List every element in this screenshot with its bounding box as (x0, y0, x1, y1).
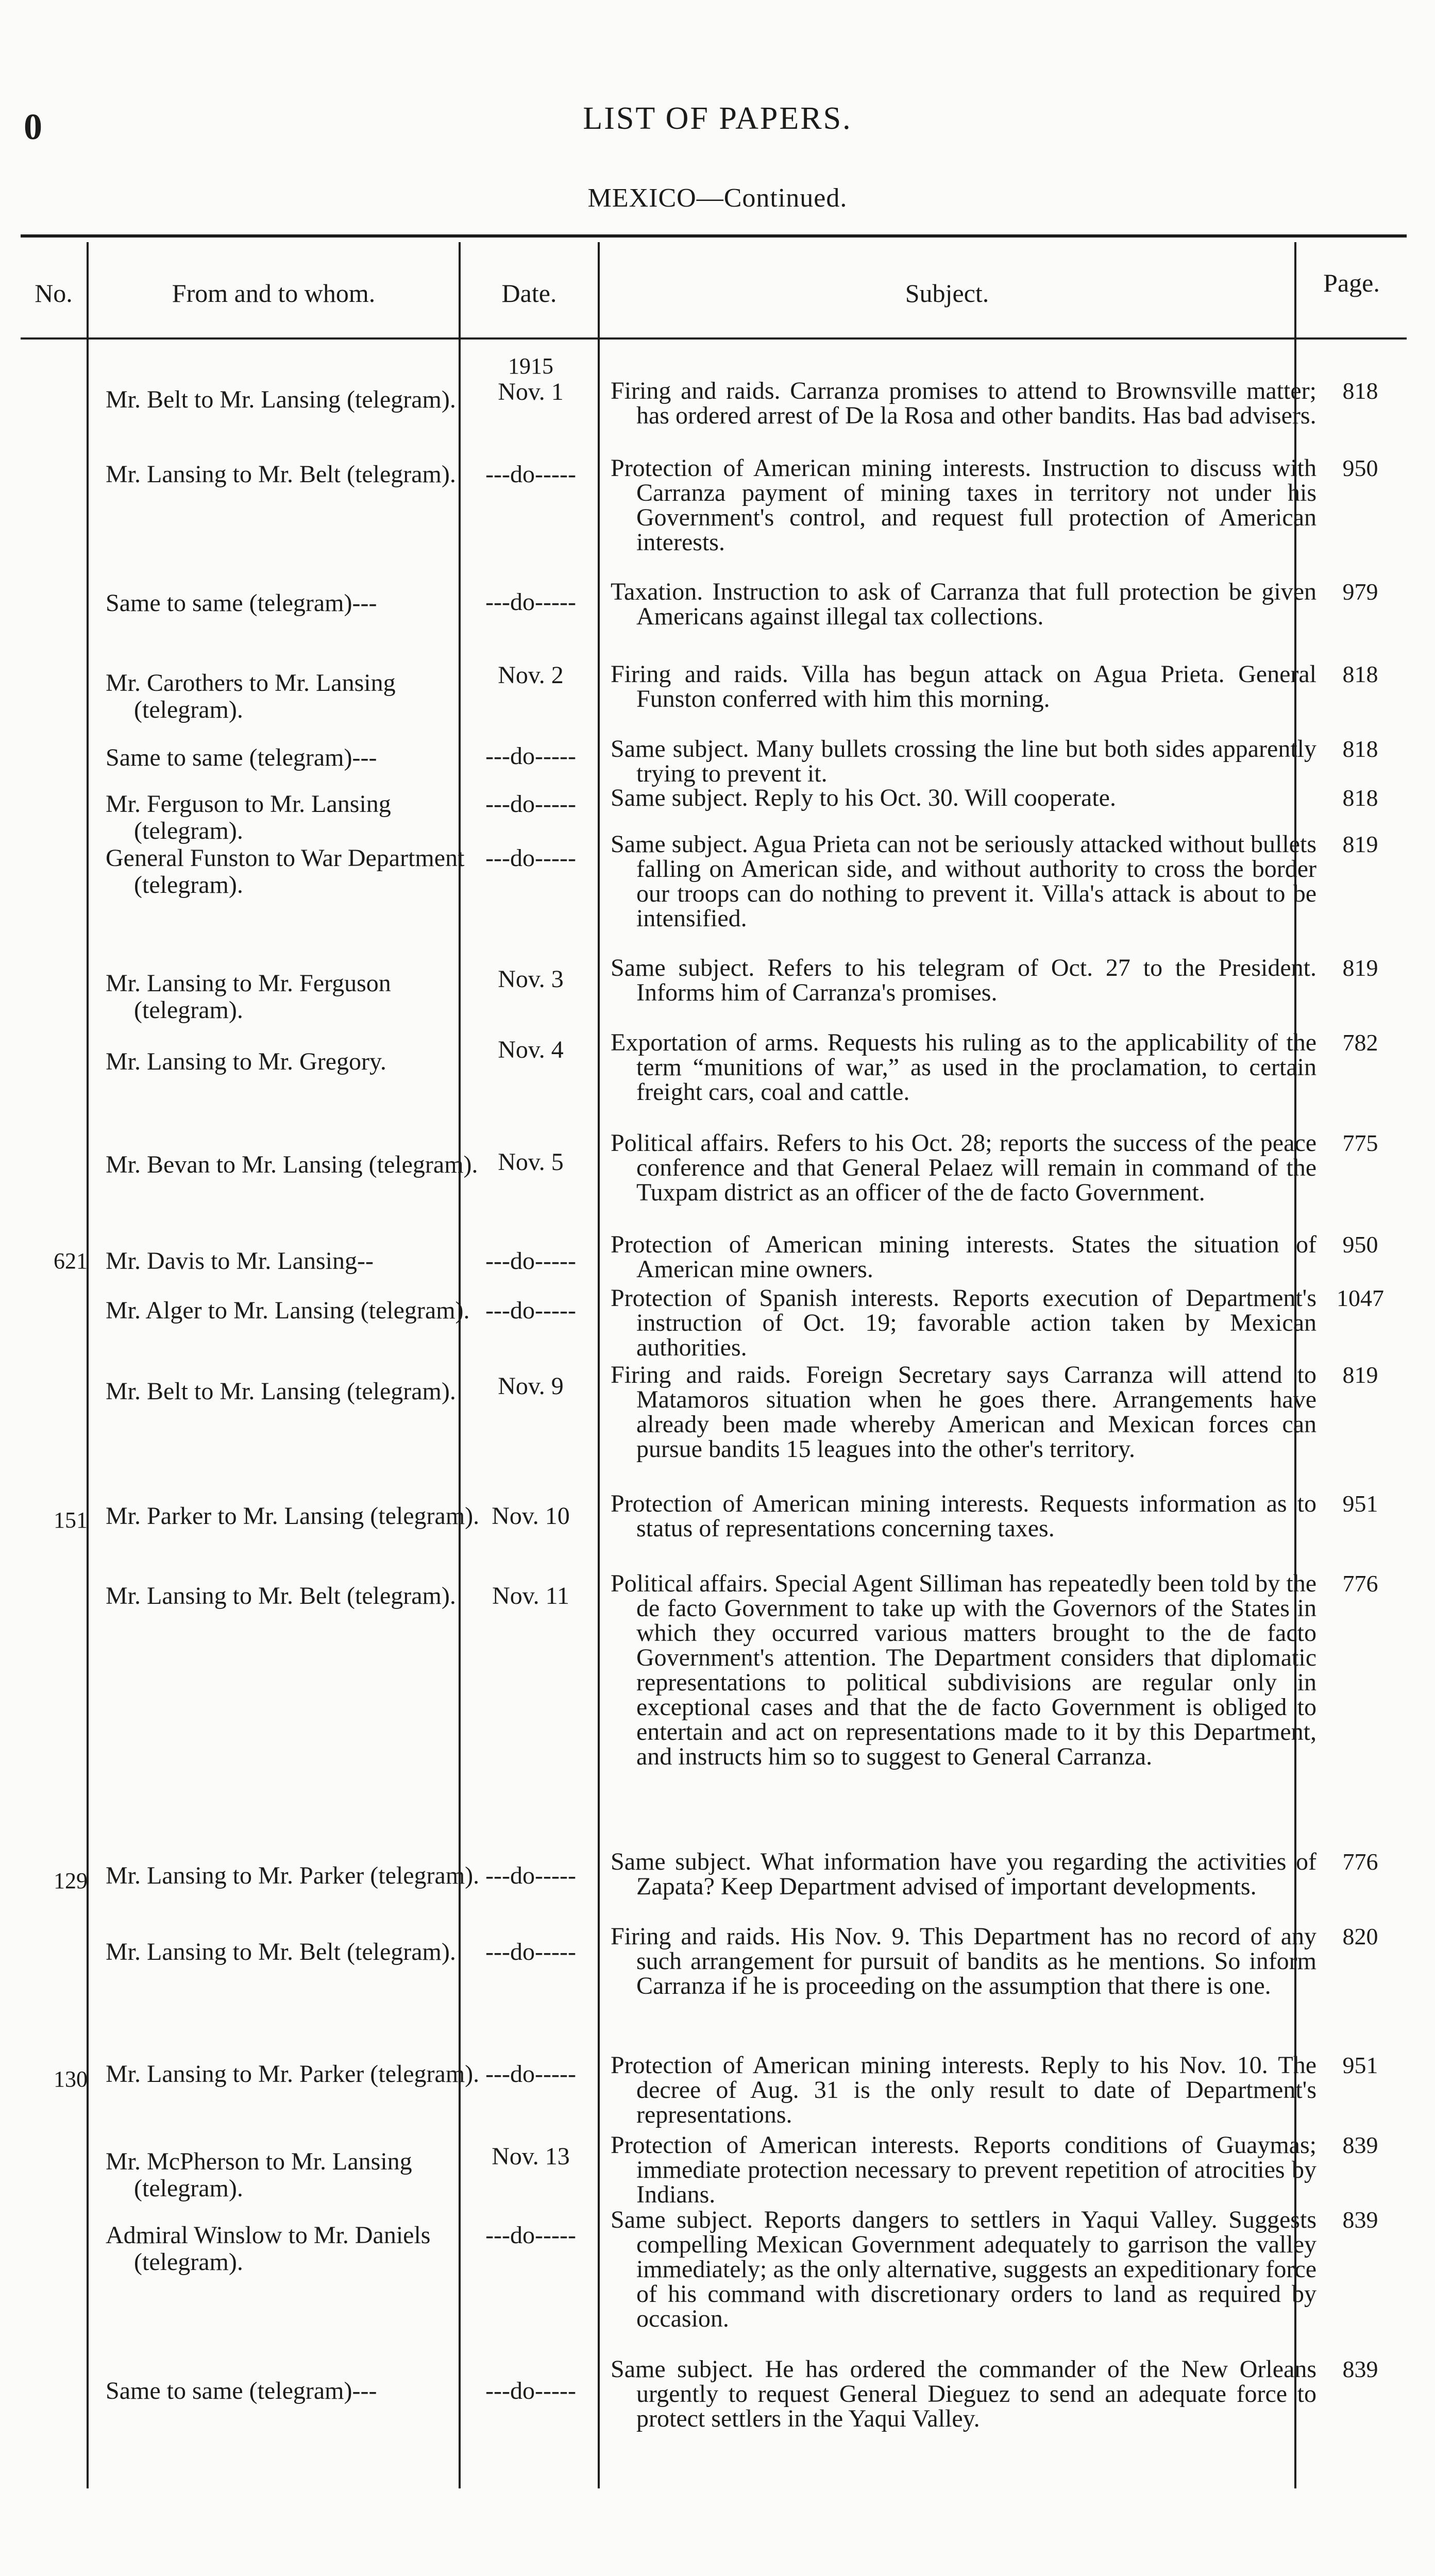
page-marker: 0 (24, 106, 42, 147)
subject-cell: Same subject. Reports dangers to settlers in Yaqui Valley. Suggests compelling Mexican Government adequately to garrison the valley immediately; as the only alternative, suggests an expeditionary force of his command with discretionary orders to land as required by occasion. (611, 2206, 1316, 2332)
from-to-cell: Mr. Carothers to Mr. Lansing (telegram). (106, 669, 396, 723)
paper-number: 130 (54, 2066, 88, 2092)
date-cell: ---do----- (485, 844, 576, 872)
subject-cell: Firing and raids. Foreign Secretary says Carranza will attend to Matamoros situation when he goes there. Arrangements have already been made whereby American and Mexican forces can pursue bandits 15 leagues into the other's territory. (611, 1361, 1316, 1463)
date-cell: ---do----- (485, 461, 576, 488)
page-title: LIST OF PAPERS. (583, 101, 852, 136)
from-to-cell: Mr. Lansing to Mr. Belt (telegram). (106, 1582, 456, 1609)
page-cell: 819 (1342, 1362, 1378, 1388)
from-to-cell: Mr. Ferguson to Mr. Lansing (telegram). (106, 790, 391, 844)
subject-cell: Political affairs. Refers to his Oct. 28; reports the success of the peace conference and that General Pelaez will remain in command of the Tuxpam district as an officer of the de facto Government. (611, 1129, 1316, 1206)
page-cell: 775 (1342, 1130, 1378, 1156)
page-cell: 818 (1342, 736, 1378, 762)
from-to-cell: General Funston to War Department (telegram). (106, 844, 465, 899)
from-to-cell: Mr. Lansing to Mr. Ferguson (telegram). (106, 970, 391, 1024)
page-cell: 979 (1342, 579, 1378, 605)
from-to-cell: Mr. Lansing to Mr. Belt (telegram). (106, 1938, 456, 1965)
date-cell: Nov. 9 (498, 1372, 564, 1400)
page-cell: 776 (1342, 1570, 1378, 1597)
section-subtitle: MEXICO—Continued. (587, 183, 848, 213)
date-cell: Nov. 5 (498, 1148, 564, 1176)
subject-cell: Same subject. What information have you regarding the activities of Zapata? Keep Department advised of important developments. (611, 1848, 1316, 1900)
date-cell: ---do----- (485, 2060, 576, 2088)
subject-cell: Protection of American mining interests. Reply to his Nov. 10. The decree of Aug. 31 is the only result to date of Department's representations. (611, 2052, 1316, 2128)
subject-cell: Same subject. Agua Prieta can not be seriously attacked without bullets falling on American side, and without authority to cross the border our troops can do nothing to prevent it. Villa's attack is about to be intensified. (611, 831, 1316, 932)
subject-cell: Protection of Spanish interests. Reports execution of Department's instruction of Oct. 19; favorable action taken by Mexican authorities. (611, 1284, 1316, 1361)
paper-number: 151 (54, 1507, 88, 1533)
page-cell: 782 (1342, 1029, 1378, 1056)
date-cell: ---do----- (485, 790, 576, 818)
from-to-cell: Admiral Winslow to Mr. Daniels (telegram). (106, 2222, 431, 2276)
page-cell: 951 (1342, 2052, 1378, 2078)
page-cell: 951 (1342, 1490, 1378, 1517)
page-cell: 839 (1342, 2207, 1378, 2233)
page-cell: 819 (1342, 955, 1378, 981)
subject-cell: Protection of American mining interests. Instruction to discuss with Carranza payment of mining taxes in territory not under his Government's control, and request full protection of American interests. (611, 454, 1316, 556)
date-cell: Nov. 10 (492, 1502, 570, 1530)
date-cell: ---do----- (485, 742, 576, 770)
date-cell: ---do----- (485, 1862, 576, 1889)
from-to-cell: Mr. McPherson to Mr. Lansing (telegram). (106, 2148, 412, 2202)
subject-cell: Exportation of arms. Requests his ruling as to the applicability of the term “munitions of war,” as used in the proclamation, to certain freight cars, coal and cattle. (611, 1029, 1316, 1106)
col-header-page: Page. (1323, 268, 1380, 297)
from-to-cell: Same to same (telegram)--- (106, 744, 377, 771)
subject-cell: Firing and raids. Carranza promises to attend to Brownsville matter; has ordered arrest of De la Rosa and other bandits. Has bad advisers. (611, 377, 1316, 429)
page-cell: 950 (1342, 455, 1378, 481)
subject-cell: Taxation. Instruction to ask of Carranza that full protection be given Americans against illegal tax collections. (611, 578, 1316, 630)
page-cell: 818 (1342, 661, 1378, 687)
from-to-cell: Same to same (telegram)--- (106, 2377, 377, 2404)
page-cell: 818 (1342, 785, 1378, 811)
col-header-from: From and to whom. (172, 279, 376, 308)
col-header-subject: Subject. (905, 279, 989, 308)
date-cell: ---do----- (485, 1938, 576, 1965)
date-cell: ---do----- (485, 588, 576, 616)
paper-number: 129 (54, 1868, 88, 1893)
date-cell: ---do----- (485, 1297, 576, 1324)
from-to-cell: Mr. Lansing to Mr. Gregory. (106, 1048, 386, 1075)
from-to-cell: Mr. Parker to Mr. Lansing (telegram). (106, 1502, 480, 1530)
date-cell: Nov. 2 (498, 662, 564, 689)
from-to-cell: Mr. Belt to Mr. Lansing (telegram). (106, 1378, 456, 1405)
subject-cell: Protection of American mining interests. States the situation of American mine owners. (611, 1231, 1316, 1283)
date-cell: Nov. 13 (492, 2143, 570, 2170)
col-header-date: Date. (501, 279, 557, 308)
from-to-cell: Mr. Bevan to Mr. Lansing (telegram). (106, 1151, 478, 1178)
date-value: Nov. 1 (498, 378, 564, 405)
date-cell: ---do----- (485, 2377, 576, 2404)
page-cell: 818 (1342, 378, 1378, 404)
from-to-cell: Mr. Lansing to Mr. Parker (telegram). (106, 2060, 480, 2088)
subject-cell: Same subject. Many bullets crossing the line but both sides apparently trying to prevent it. (611, 735, 1316, 787)
from-to-cell: Mr. Davis to Mr. Lansing-- (106, 1247, 374, 1275)
subject-cell: Same subject. He has ordered the commander of the New Orleans urgently to request General Dieguez to send an adequate force to protect settlers in the Yaqui Valley. (611, 2355, 1316, 2432)
page-cell: 1047 (1337, 1285, 1384, 1311)
page-cell: 839 (1342, 2356, 1378, 2382)
col-header-no: No. (35, 279, 73, 308)
from-to-cell: Mr. Alger to Mr. Lansing (telegram). (106, 1297, 470, 1324)
from-to-cell: Mr. Belt to Mr. Lansing (telegram). (106, 386, 456, 413)
subject-cell: Firing and raids. Villa has begun attack on Agua Prieta. General Funston conferred with him this morning. (611, 660, 1316, 713)
year-label: 1915 (508, 353, 553, 379)
paper-number: 621 (54, 1248, 88, 1274)
subject-cell: Firing and raids. His Nov. 9. This Department has no record of any such arrangement for pursuit of bandits as he mentions. So inform Carranza if he is proceeding on the assumption that there is one. (611, 1923, 1316, 1999)
page-cell: 820 (1342, 1923, 1378, 1950)
date-cell: Nov. 4 (498, 1036, 564, 1063)
subject-cell: Same subject. Reply to his Oct. 30. Will cooperate. (611, 784, 1116, 811)
page-cell: 819 (1342, 831, 1378, 857)
subject-cell: Same subject. Refers to his telegram of Oct. 27 to the President. Informs him of Carranza's promises. (611, 954, 1316, 1006)
from-to-cell: Same to same (telegram)--- (106, 589, 377, 617)
subject-cell: Protection of American mining interests. Requests information as to status of representations concerning taxes. (611, 1490, 1316, 1542)
date-cell: Nov. 3 (498, 965, 564, 993)
from-to-cell: Mr. Lansing to Mr. Parker (telegram). (106, 1862, 480, 1889)
from-to-cell: Mr. Lansing to Mr. Belt (telegram). (106, 461, 456, 488)
date-cell: Nov. 11 (492, 1582, 569, 1609)
page-cell: 776 (1342, 1849, 1378, 1875)
subject-cell: Protection of American interests. Reports conditions of Guaymas; immediate protection necessary to prevent repetition of atrocities by Indians. (611, 2131, 1316, 2208)
date-cell (469, 354, 593, 405)
page-cell: 950 (1342, 1231, 1378, 1258)
subject-cell: Political affairs. Special Agent Silliman has repeatedly been told by the de facto Government to take up with the Governors of the States in which they occurred various matters brought to the de facto Government's attention. The Department considers that diplomatic representations to political subdivisions are regular only in exceptional cases and that the de facto Government is obliged to entertain and act on representations made to it by this Department, and instructs him so to suggest to General Carranza. (611, 1570, 1316, 1770)
date-cell: ---do----- (485, 1247, 576, 1275)
date-cell: ---do----- (485, 2222, 576, 2249)
page-cell: 839 (1342, 2132, 1378, 2158)
